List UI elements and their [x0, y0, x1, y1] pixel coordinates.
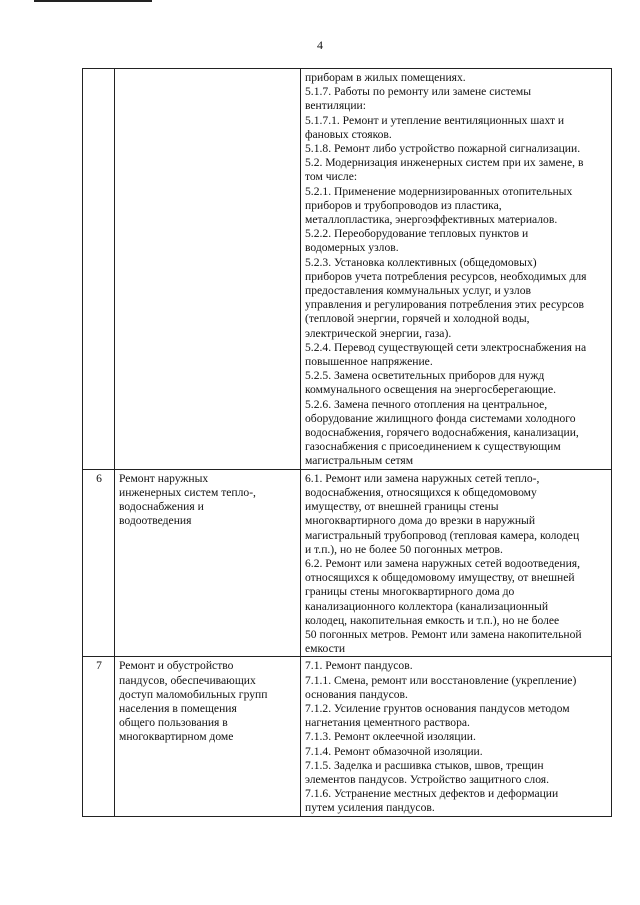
- works-line: относящихся к общедомовому имуществу, от внешней: [305, 571, 575, 585]
- works-line: 7.1.3. Ремонт оклеечной изоляции.: [305, 730, 476, 744]
- works-line: 6.2. Ремонт или замена наружных сетей водоотведения,: [305, 556, 581, 570]
- works-line: 50 погонных метров. Ремонт или замена накопительной: [305, 627, 582, 641]
- row-number: [83, 69, 115, 470]
- work-type-cell: [115, 69, 301, 470]
- work-type-line: многоквартирном доме: [119, 730, 234, 744]
- works-line: металлопластика, энергоэффективных материалов.: [305, 213, 558, 227]
- works-line: том числе:: [305, 170, 358, 184]
- works-line: многоквартирного дома до врезки в наружный: [305, 514, 536, 528]
- work-type-cell: [115, 657, 301, 816]
- works-list-cell: [301, 469, 612, 657]
- works-line: предоставления коммунальных услуг, и узлов: [305, 284, 531, 298]
- works-line: магистральным сетям: [305, 454, 414, 468]
- works-line: 5.2.1. Применение модернизированных отопительных: [305, 184, 573, 198]
- works-line: 5.1.8. Ремонт либо устройство пожарной сигнализации.: [305, 142, 581, 156]
- works-list-cell: [301, 69, 612, 470]
- works-line: фановых стояков.: [305, 127, 392, 141]
- works-line: приборам в жилых помещениях.: [305, 71, 466, 84]
- works-line: управления и регулирования потребления этих ресурсов: [305, 298, 584, 312]
- works-line: приборов учета потребления ресурсов, необходимых для: [305, 269, 587, 283]
- works-line: 7.1. Ремонт пандусов.: [305, 659, 413, 673]
- work-type-line: Ремонт наружных: [119, 471, 209, 485]
- table-row: [83, 469, 612, 657]
- works-line: 5.1.7.1. Ремонт и утепление вентиляционных шахт и: [305, 113, 565, 127]
- works-line: 5.2.5. Замена осветительных приборов для нужд: [305, 369, 545, 383]
- works-line: 7.1.1. Смена, ремонт или восстановление (укрепление): [305, 673, 577, 687]
- works-line: 5.2.2. Переоборудование тепловых пунктов и: [305, 227, 529, 241]
- row-number: 6: [83, 469, 115, 657]
- works-line: электрической энергии, газа).: [305, 326, 452, 340]
- table-row: [83, 69, 612, 470]
- works-line: имуществу, от внешней границы стены: [305, 500, 499, 514]
- works-line: водоснабжения, горячего водоснабжения, канализации,: [305, 426, 579, 440]
- works-line: (тепловой энергии, горячей и холодной воды,: [305, 312, 530, 326]
- work-type-line: водоснабжения и: [119, 500, 204, 514]
- works-line: емкости: [305, 642, 346, 656]
- top-rule: [34, 0, 152, 2]
- work-type-line: водоотведения: [119, 514, 192, 528]
- works-line: газоснабжения с присоединением к существующим: [305, 440, 561, 454]
- work-type-cell: [115, 469, 301, 657]
- works-line: 7.1.2. Усиление грунтов основания пандусов методом: [305, 701, 570, 715]
- works-line: водомерных узлов.: [305, 241, 399, 255]
- works-line: 5.2.4. Перевод существующей сети электроснабжения на: [305, 340, 587, 354]
- works-line: основания пандусов.: [305, 687, 408, 701]
- works-line: 7.1.6. Устранение местных дефектов и деформации: [305, 787, 559, 801]
- works-line: коммунального освещения на энергосберегающие.: [305, 383, 557, 397]
- works-line: 7.1.4. Ремонт обмазочной изоляции.: [305, 744, 483, 758]
- works-line: вентиляции:: [305, 99, 366, 113]
- work-type-line: инженерных систем тепло-,: [119, 485, 256, 499]
- works-line: 5.2. Модернизация инженерных систем при их замене, в: [305, 156, 584, 170]
- work-type-line: общего пользования в: [119, 716, 228, 730]
- works-list-cell: [301, 657, 612, 816]
- row-number: 7: [83, 657, 115, 816]
- works-line: границы стены многоквартирного дома до: [305, 585, 515, 599]
- works-line: канализационного коллектора (канализационный: [305, 599, 549, 613]
- work-type-line: Ремонт и обустройство: [119, 659, 234, 673]
- works-line: 5.2.6. Замена печного отопления на центральное,: [305, 397, 548, 411]
- works-line: оборудование жилищного фонда системами холодного: [305, 411, 576, 425]
- works-line: и т.п.), но не более 50 погонных метров.: [305, 542, 503, 556]
- works-line: нагнетания цементного раствора.: [305, 716, 470, 730]
- page-number: 4: [317, 38, 323, 52]
- works-line: путем усиления пандусов.: [305, 801, 435, 815]
- works-line: 5.1.7. Работы по ремонту или замене системы: [305, 85, 532, 99]
- work-type-line: населения в помещения: [119, 701, 237, 715]
- works-line: повышенное напряжение.: [305, 355, 433, 369]
- works-table-body: [83, 69, 612, 817]
- work-type-line: пандусов, обеспечивающих: [119, 673, 256, 687]
- works-line: водоснабжения, относящихся к общедомовому: [305, 485, 537, 499]
- works-line: 6.1. Ремонт или замена наружных сетей тепло-,: [305, 471, 540, 485]
- table-row: [83, 657, 612, 816]
- works-line: 5.2.3. Установка коллективных (общедомовых): [305, 255, 537, 269]
- works-line: колодец, накопительная емкость и т.п.), но не более: [305, 613, 560, 627]
- works-line: магистральный трубопровод (тепловая камера, колодец: [305, 528, 580, 542]
- works-table: [82, 68, 612, 817]
- work-type-line: доступ маломобильных групп: [119, 687, 268, 701]
- works-line: 7.1.5. Заделка и расшивка стыков, швов, трещин: [305, 758, 544, 772]
- works-line: приборов и трубопроводов из пластика,: [305, 198, 502, 212]
- works-line: элементов пандусов. Устройство защитного слоя.: [305, 772, 550, 786]
